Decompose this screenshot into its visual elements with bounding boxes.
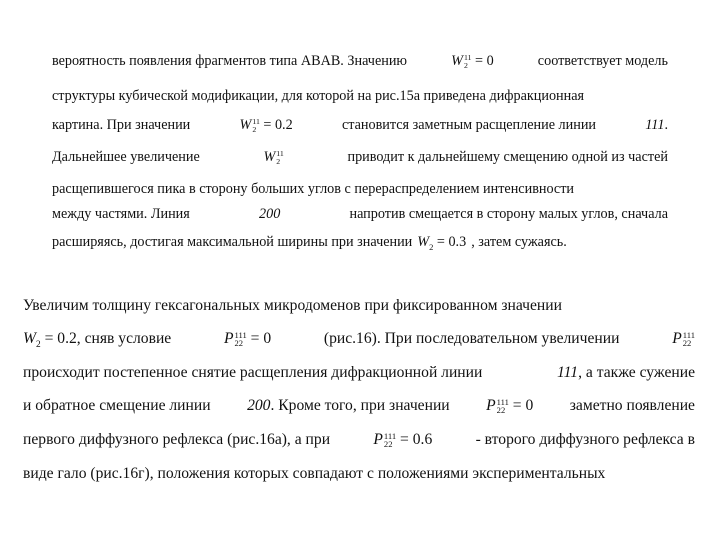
text-segment: 200. Кроме того, при значении <box>247 397 450 414</box>
p1-line-3 <box>52 116 668 134</box>
text-segment: картина. При значении <box>52 117 191 133</box>
text-segment: структуры кубической модификации, для которой на рис.15а приведена дифракционная <box>52 88 585 104</box>
p1-line-2 <box>52 87 668 105</box>
formula-p22-111: P 111 22 = 0.6 <box>373 430 433 450</box>
formula-w2-11: W 11 2 = 0 <box>451 52 494 70</box>
formula-w2: $W_2 = 0.2$ <box>23 330 77 351</box>
formula-w2: $W_2 = 0.3$ <box>417 234 467 252</box>
text-segment: приводит к дальнейшему смещению одной из частей <box>347 149 668 165</box>
text-segment: виде гало (рис.16г), положения которых совпадают с положениями экспериментальных <box>23 465 606 482</box>
p2-line-5 <box>23 431 695 449</box>
formula-p22-111: P 111 22 <box>672 329 695 349</box>
text-segment: становится заметным расщепление линии <box>341 117 597 133</box>
text-segment: $W_2 = 0.2$, сняв условие <box>23 330 172 351</box>
text-segment: и обратное смещение линии <box>23 397 211 414</box>
text-segment: соответствует модель <box>537 53 668 69</box>
text-segment: вероятность появления фрагментов типа ABAB. Значению <box>52 53 408 69</box>
text-segment: происходит постепенное снятие расщепления дифракционной линии <box>23 364 483 381</box>
p1-line-5 <box>52 180 668 198</box>
formula-w2-11: W 11 2 <box>263 148 284 166</box>
p2-line-1 <box>23 297 695 315</box>
text-segment: 111. <box>645 117 668 133</box>
p2-line-2 <box>23 329 695 351</box>
p1-line-6 <box>52 205 668 223</box>
text-segment: между частями. Линия <box>52 206 190 222</box>
p1-line-4 <box>52 148 668 166</box>
line-index: 200 <box>259 206 281 222</box>
p1-line-1 <box>52 52 668 70</box>
text-segment: , затем сужаясь. <box>471 234 567 250</box>
formula-w2-11: W 11 2 = 0.2 <box>239 116 293 134</box>
formula-p22-111: P 111 22 = 0 <box>223 329 272 349</box>
p2-line-6 <box>23 465 695 483</box>
text-segment: Увеличим толщину гексагональных микродоменов при фиксированном значении <box>23 297 562 314</box>
p2-line-4 <box>23 397 695 415</box>
p2-line-3 <box>23 364 695 382</box>
text-segment: первого диффузного рефлекса (рис.16а), а при <box>23 431 331 448</box>
p1-line-7 <box>52 233 668 251</box>
text-segment: Дальнейшее увеличение <box>52 149 200 165</box>
text-segment: напротив смещается в сторону малых углов, сначала <box>349 206 668 222</box>
text-segment: расщепившегося пика в сторону больших углов с перераспределением интенсивности <box>52 181 575 197</box>
text-segment: 111, а также сужение <box>557 364 695 381</box>
text-segment: заметно появление <box>569 397 695 414</box>
formula-p22-111: P 111 22 = 0 <box>486 396 534 416</box>
text-segment: - второго диффузного рефлекса в <box>475 431 695 448</box>
text-segment: (рис.16). При последовательном увеличении <box>323 330 620 347</box>
text-segment: расширяясь, достигая максимальной ширины при значении <box>52 234 413 250</box>
